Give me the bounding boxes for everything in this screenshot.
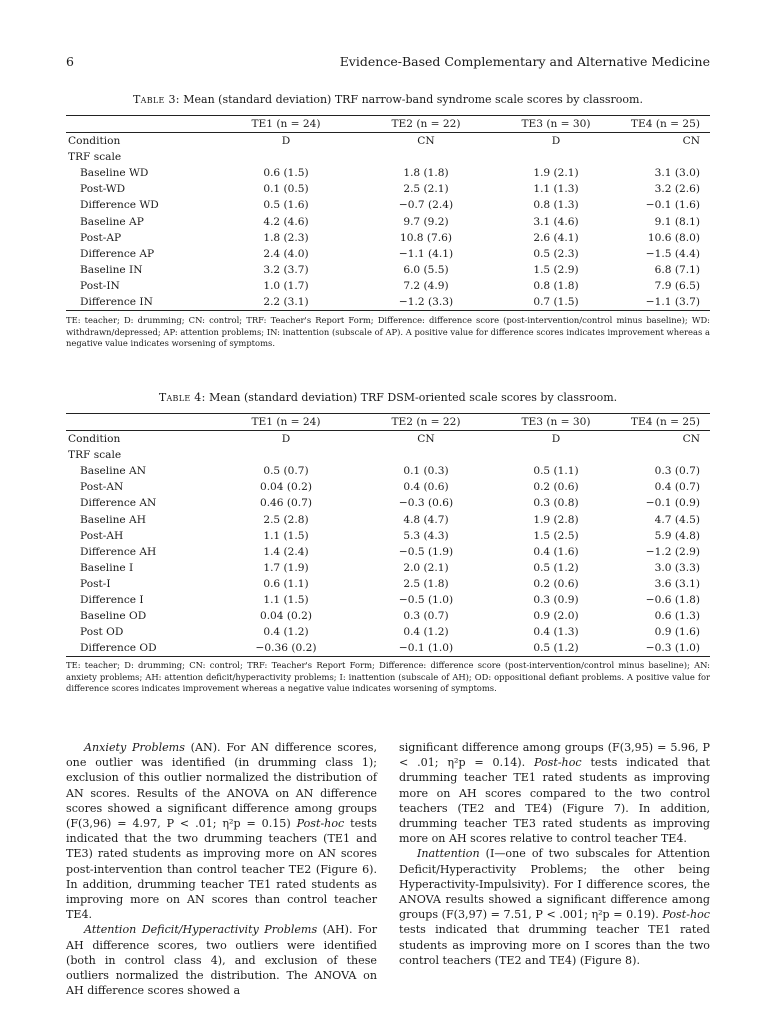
- table-row: [66, 214, 710, 230]
- column-header: TE1 (n = 24): [216, 414, 356, 431]
- table-cell: −0.1 (1.0): [356, 640, 496, 657]
- table-cell: 0.46 (0.7): [259, 497, 313, 510]
- table-cell: 4.7 (4.5): [654, 513, 700, 526]
- table-cell: 2.5 (2.1): [403, 183, 449, 196]
- table-row: [66, 479, 710, 495]
- column-header: TE4 (n = 25): [616, 414, 710, 431]
- table-cell: 0.4 (0.6): [403, 481, 449, 494]
- row-label: Difference I: [80, 594, 144, 607]
- paragraph-anxiety: [66, 740, 377, 922]
- table-cell: 1.5 (2.5): [533, 529, 579, 542]
- table-cell: 2.2 (3.1): [216, 294, 356, 311]
- heading-anxiety: Anxiety Problems: [84, 741, 185, 754]
- table-cell: 1.8 (2.3): [263, 231, 309, 244]
- table-cell: 9.7 (9.2): [403, 215, 449, 228]
- table-cell: 0.4 (1.6): [533, 545, 579, 558]
- table-cell: 3.1 (3.0): [654, 167, 700, 180]
- paragraph-text: significant difference among groups (F(3,95) = 5.96, P < .01; η²p = 0.14).: [399, 741, 710, 770]
- table-row: [66, 294, 710, 311]
- table-row: [66, 197, 710, 213]
- table-cell: 1.9 (2.1): [533, 167, 579, 180]
- table-cell: 0.4 (0.7): [654, 481, 700, 494]
- condition-row: [66, 431, 710, 448]
- paragraph-inattention: [399, 846, 710, 968]
- column-header: TE3 (n = 30): [496, 116, 616, 133]
- row-label: Difference WD: [80, 199, 159, 212]
- table-cell: 7.9 (6.5): [654, 279, 700, 292]
- table-cell: −0.7 (2.4): [398, 199, 454, 212]
- empty-cell: [356, 149, 496, 165]
- table-cell: 2.5 (2.8): [263, 513, 309, 526]
- table-cell: −1.2 (2.9): [645, 545, 700, 558]
- table-row: [66, 624, 710, 640]
- corner-cell: [66, 116, 216, 133]
- row-label: Difference AP: [80, 247, 155, 260]
- table-cell: 0.9 (1.6): [654, 626, 700, 639]
- row-label: Post-I: [80, 577, 111, 590]
- table-row: [66, 246, 710, 262]
- table-cell: 7.2 (4.9): [403, 279, 449, 292]
- table-cell: 0.6 (1.1): [263, 577, 309, 590]
- table-row: [66, 544, 710, 560]
- table-cell: 0.1 (0.5): [263, 183, 309, 196]
- italic-text: Post-hoc: [662, 908, 710, 922]
- empty-cell: [356, 447, 496, 463]
- table-cell: 0.4 (1.2): [263, 626, 309, 639]
- table-cell: 1.1 (1.3): [533, 183, 579, 196]
- table-cell: 4.2 (4.6): [263, 215, 309, 228]
- table-cell: 0.5 (2.3): [533, 247, 579, 260]
- table-cell: −1.5 (4.4): [645, 247, 700, 260]
- empty-cell: [616, 149, 710, 165]
- table-cell: −1.1 (3.7): [616, 294, 710, 311]
- column-header: TE3 (n = 30): [496, 414, 616, 431]
- table-cell: 5.9 (4.8): [654, 529, 700, 542]
- row-label: Post-AH: [80, 529, 124, 542]
- table-cell: 3.6 (3.1): [654, 577, 700, 590]
- table-cell: 0.2 (0.6): [533, 481, 579, 494]
- table4-caption-text: Mean (standard deviation) TRF DSM-oriented scale scores by classroom.: [209, 391, 618, 404]
- table-row: [66, 592, 710, 608]
- table-cell: −1.2 (3.3): [356, 294, 496, 311]
- table-cell: 6.0 (5.5): [403, 263, 449, 276]
- row-label: Post-IN: [80, 279, 120, 292]
- table-cell: 0.6 (1.3): [654, 610, 700, 623]
- table-cell: 10.6 (8.0): [647, 231, 700, 244]
- row-label: Difference IN: [66, 294, 216, 311]
- empty-cell: [496, 149, 616, 165]
- section-label: TRF scale: [68, 151, 122, 164]
- table-cell: −0.1 (0.9): [645, 497, 700, 510]
- running-header: [66, 54, 710, 72]
- row-label: Difference AN: [80, 497, 157, 510]
- section-row: [66, 447, 710, 463]
- table4-note: TE: teacher; D: drumming; CN: control; TRF: Teacher's Report Form; Difference: difference score (post-intervention/control minus baseline); AN: anxiety problems; AH: attention deficit/hyperactivity problems; I: inattention (subscale of AH); OD: oppositional defiant problems. A positive value for difference scores indicates improvement whereas a negative value indicates worsening of symptoms.: [66, 660, 710, 694]
- column-header: TE1 (n = 24): [216, 116, 356, 133]
- paragraph-text: (I—one of two subscales for Attention Deficit/Hyperactivity Problems; the other being Hyperactivity-Impulsivity). For I difference scores, the ANOVA results showed a significant difference among groups (F(3,97) = 7.51, P < .001; η²p = 0.19).: [399, 847, 710, 922]
- paragraph-text: (AN). For AN difference scores, one outlier was identified (in drumming class 1); exclusion of this outlier normalized the distribution of AN scores. Results of the ANOVA on AN difference scores showed a significant difference among groups (F(3,96) = 4.97, P < .01; η²p = 0.15): [66, 741, 378, 831]
- table-cell: 3.2 (2.6): [654, 183, 700, 196]
- table-cell: 0.1 (0.3): [403, 465, 449, 478]
- heading-attention: Attention Deficit/Hyperactivity Problems: [84, 923, 318, 937]
- empty-cell: [496, 447, 616, 463]
- table-row: [66, 495, 710, 511]
- table-cell: −0.5 (1.9): [398, 545, 454, 558]
- paragraph-text: tests indicated that drumming teacher TE1 rated students as improving more on AH scores compared to the two control teachers (TE2 and TE4) (Figure 7). In addition, drumming teacher TE3 rated students as improving more on AH scores relative to control teacher TE4.: [399, 756, 710, 846]
- table-cell: 2.6 (4.1): [533, 231, 579, 244]
- row-label: Post-AP: [80, 231, 122, 244]
- table-cell: 0.6 (1.5): [263, 167, 309, 180]
- table4-caption: [66, 391, 710, 404]
- table-cell: 0.4 (1.3): [533, 626, 579, 639]
- table3-label: Table 3:: [133, 93, 180, 106]
- table-cell: 0.9 (2.0): [533, 610, 579, 623]
- condition-cell: CN: [417, 433, 435, 446]
- empty-cell: [616, 447, 710, 463]
- condition-cell: D: [281, 433, 291, 446]
- row-label: Baseline AN: [80, 465, 146, 478]
- table-cell: 0.5 (1.6): [263, 199, 309, 212]
- condition-cell: D: [281, 135, 291, 148]
- table-cell: 5.3 (4.3): [403, 529, 449, 542]
- table-cell: 0.5 (0.7): [263, 465, 309, 478]
- row-label: Condition: [68, 135, 121, 148]
- row-label: Post-AN: [80, 481, 124, 494]
- table4-label: Table 4:: [158, 391, 206, 404]
- table-row: [66, 640, 710, 657]
- table-cell: −0.5 (1.0): [398, 594, 454, 607]
- table-row: [66, 576, 710, 592]
- table-cell: 0.5 (1.2): [496, 640, 616, 657]
- empty-cell: [216, 149, 356, 165]
- table-cell: 1.7 (1.9): [263, 561, 309, 574]
- table-cell: 0.8 (1.3): [533, 199, 579, 212]
- table-cell: 1.4 (2.4): [263, 545, 309, 558]
- section-label: TRF scale: [68, 449, 122, 462]
- condition-cell: CN: [682, 433, 700, 446]
- table-row: [66, 165, 710, 181]
- table-row: [66, 512, 710, 528]
- table-cell: −1.1 (4.1): [398, 247, 454, 260]
- table-cell: 2.0 (2.1): [403, 561, 449, 574]
- row-label: Baseline IN: [80, 263, 143, 276]
- table-row: [66, 181, 710, 197]
- table-cell: 0.3 (0.8): [533, 497, 579, 510]
- row-label: Baseline AH: [80, 513, 146, 526]
- table-cell: 0.04 (0.2): [259, 610, 313, 623]
- column-header: TE2 (n = 22): [356, 116, 496, 133]
- table-cell: 1.1 (1.5): [263, 594, 309, 607]
- table-cell: 0.2 (0.6): [533, 577, 579, 590]
- table-cell: 1.5 (2.9): [533, 263, 579, 276]
- section-row: [66, 149, 710, 165]
- table-row: [66, 262, 710, 278]
- table-cell: 2.4 (4.0): [263, 247, 309, 260]
- paragraph-text: tests indicated that the two drumming teachers (TE1 and TE3) rated students as improving more on AN scores post-intervention than control teacher TE2 (Figure 6). In addition, drumming teacher TE1 rated students as improving more on AN scores than control teacher TE4.: [66, 817, 377, 922]
- condition-cell: D: [551, 135, 561, 148]
- table-cell: 0.7 (1.5): [496, 294, 616, 311]
- table-cell: 0.3 (0.7): [654, 465, 700, 478]
- condition-cell: CN: [682, 135, 700, 148]
- body-left-column: [66, 740, 377, 998]
- table3-note: TE: teacher; D: drumming; CN: control; TRF: Teacher's Report Form; Difference: difference score (post-intervention/control minus baseline); WD: withdrawn/depressed; AP: attention problems; IN: inattention (subscale of AP). A positive value for difference scores indicates improvement whereas a negative value indicates worsening of symptoms.: [66, 315, 710, 349]
- table-cell: 1.1 (1.5): [263, 529, 309, 542]
- table-cell: −0.36 (0.2): [216, 640, 356, 657]
- table-cell: −0.3 (0.6): [398, 497, 454, 510]
- table-cell: 0.5 (1.1): [533, 465, 579, 478]
- paragraph-attention-continued: [399, 740, 710, 846]
- column-header: TE2 (n = 22): [356, 414, 496, 431]
- table-cell: 0.3 (0.7): [403, 610, 449, 623]
- table-cell: 3.0 (3.3): [654, 561, 700, 574]
- column-header-row: [66, 116, 710, 133]
- table-cell: 4.8 (4.7): [403, 513, 449, 526]
- row-label: Difference OD: [66, 640, 216, 657]
- table-cell: 1.8 (1.8): [403, 167, 449, 180]
- table3: [66, 115, 710, 311]
- table-cell: 1.0 (1.7): [263, 279, 309, 292]
- paragraph-text: (AH). For AH difference scores, two outliers were identified (both in control class 4), and exclusion of these outliers normalized the distribution. The ANOVA on AH difference scores showed a: [66, 923, 377, 998]
- table-row: [66, 278, 710, 294]
- table-row: [66, 560, 710, 576]
- table-cell: −0.6 (1.8): [645, 594, 700, 607]
- table-cell: 0.5 (1.2): [533, 561, 579, 574]
- table4: [66, 413, 710, 657]
- corner-cell: [66, 414, 216, 431]
- row-label: Baseline I: [80, 561, 134, 574]
- paragraph-text: tests indicated that drumming teacher TE1 rated students as improving more on I scores than the two control teachers (TE2 and TE4) (Figure 8).: [399, 923, 710, 967]
- table-cell: 9.1 (8.1): [654, 215, 700, 228]
- row-label: Baseline WD: [80, 167, 149, 180]
- italic-text: Post-hoc: [296, 817, 345, 831]
- table-cell: −0.3 (1.0): [616, 640, 710, 657]
- condition-cell: D: [551, 433, 561, 446]
- page-number: 6: [66, 54, 74, 69]
- table-cell: 0.8 (1.8): [533, 279, 579, 292]
- column-header-row: [66, 414, 710, 431]
- table3-body: [66, 116, 710, 311]
- journal-title: Evidence-Based Complementary and Alternative Medicine: [339, 54, 710, 69]
- table-cell: 6.8 (7.1): [654, 263, 700, 276]
- table-cell: 3.2 (3.7): [263, 263, 309, 276]
- table-cell: 0.4 (1.2): [403, 626, 449, 639]
- row-label: Post-WD: [80, 183, 126, 196]
- table-cell: 10.8 (7.6): [399, 231, 453, 244]
- body-right-column: [399, 740, 710, 968]
- table3-caption: [66, 93, 710, 106]
- table-cell: 2.5 (1.8): [403, 577, 449, 590]
- paragraph-attention: [66, 922, 377, 998]
- column-header: TE4 (n = 25): [616, 116, 710, 133]
- italic-text: Post-hoc: [533, 756, 582, 770]
- table-cell: 1.9 (2.8): [533, 513, 579, 526]
- condition-row: [66, 133, 710, 150]
- table-cell: 0.3 (0.9): [533, 594, 579, 607]
- table4-body: [66, 414, 710, 657]
- condition-cell: CN: [417, 135, 435, 148]
- table-row: [66, 230, 710, 246]
- table-cell: 0.04 (0.2): [259, 481, 313, 494]
- table3-caption-text: Mean (standard deviation) TRF narrow-band syndrome scale scores by classroom.: [183, 93, 643, 106]
- table-cell: −0.1 (1.6): [645, 199, 700, 212]
- table-row: [66, 528, 710, 544]
- row-label: Condition: [68, 433, 121, 446]
- row-label: Post OD: [80, 626, 124, 639]
- row-label: Baseline AP: [80, 215, 144, 228]
- table-cell: 3.1 (4.6): [533, 215, 579, 228]
- heading-inattention: Inattention: [417, 847, 480, 861]
- empty-cell: [216, 447, 356, 463]
- table-row: [66, 463, 710, 479]
- row-label: Difference AH: [80, 545, 157, 558]
- row-label: Baseline OD: [80, 610, 147, 623]
- table-row: [66, 608, 710, 624]
